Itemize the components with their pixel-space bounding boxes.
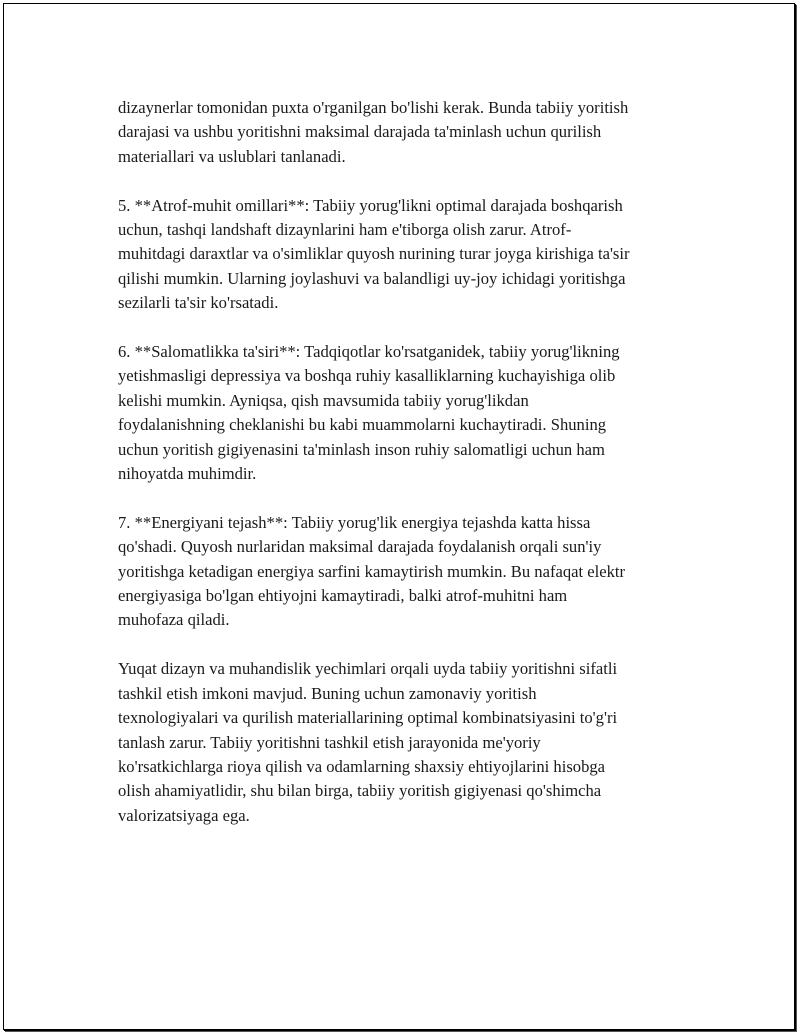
text-line: Yuqat dizayn va muhandislik yechimlari orqali uyda tabiiy yoritishni sifatli: [118, 659, 618, 679]
text-line: materiallari va uslublari tanlanadi.: [118, 146, 346, 166]
text-line: energiyasiga bo'lgan ehtiyojni kamaytiradi, balki atrof-muhitni ham: [118, 586, 568, 606]
text-line: 7. **Energiyani tejash**: Tabiiy yorug'lik energiya tejashda katta hissa: [118, 512, 591, 532]
document-page: [3, 3, 795, 1030]
text-line: olish ahamiyatlidir, shu bilan birga, tabiiy yoritish gigiyenasi qo'shimcha: [118, 781, 602, 801]
text-line: foydalanishning cheklanishi bu kabi muammolarni kuchaytiradi. Shuning: [118, 415, 607, 435]
text-line: uchun yoritish gigiyenasini ta'minlash inson ruhiy salomatligi uchun ham: [118, 439, 605, 459]
text-line: 5. **Atrof-muhit omillari**: Tabiiy yorug'likni optimal darajada boshqarish: [118, 195, 623, 215]
text-line: sezilarli ta'sir ko'rsatadi.: [118, 293, 279, 313]
paragraph-health: [118, 340, 698, 486]
text-line: qilishi mumkin. Ularning joylashuvi va balandligi uy-joy ichidagi yoritishga: [118, 268, 626, 288]
paragraph-environment: [118, 194, 698, 316]
text-line: kelishi mumkin. Ayniqsa, qish mavsumida tabiiy yorug'likdan: [118, 390, 529, 410]
document-body: [118, 96, 698, 853]
paragraph-intro-continuation: [118, 96, 698, 169]
text-line: yetishmasligi depressiya va boshqa ruhiy kasalliklarning kuchayishiga olib: [118, 366, 616, 386]
text-line: texnologiyalari va qurilish materiallarining optimal kombinatsiyasini to'g'ri: [118, 708, 618, 728]
text-line: muhofaza qiladi.: [118, 610, 230, 630]
text-line: uchun, tashqi landshaft dizaynlarini ham e'tiborga olish zarur. Atrof-: [118, 220, 572, 240]
text-line: qo'shadi. Quyosh nurlaridan maksimal darajada foydalanish orqali sun'iy: [118, 537, 602, 557]
text-line: ko'rsatkichlarga rioya qilish va odamlarning shaxsiy ehtiyojlarini hisobga: [118, 756, 606, 776]
text-line: tashkil etish imkoni mavjud. Buning uchun zamonaviy yoritish: [118, 683, 537, 703]
text-line: muhitdagi daraxtlar va o'simliklar quyosh nurining turar joyga kirishiga ta'sir: [118, 244, 630, 264]
text-line: nihoyatda muhimdir.: [118, 464, 257, 484]
paragraph-conclusion: [118, 657, 698, 828]
text-line: 6. **Salomatlikka ta'siri**: Tadqiqotlar ko'rsatganidek, tabiiy yorug'likning: [118, 342, 620, 362]
text-line: darajasi va ushbu yoritishni maksimal darajada ta'minlash uchun qurilish: [118, 122, 602, 142]
paragraph-energy-saving: [118, 511, 698, 633]
text-line: dizaynerlar tomonidan puxta o'rganilgan bo'lishi kerak. Bunda tabiiy yoritish: [118, 98, 629, 117]
text-line: yoritishga ketadigan energiya sarfini kamaytirish mumkin. Bu nafaqat elektr: [118, 561, 626, 581]
text-line: tanlash zarur. Tabiiy yoritishni tashkil etish jarayonida me'yoriy: [118, 732, 541, 752]
text-line: valorizatsiyaga ega.: [118, 805, 250, 825]
